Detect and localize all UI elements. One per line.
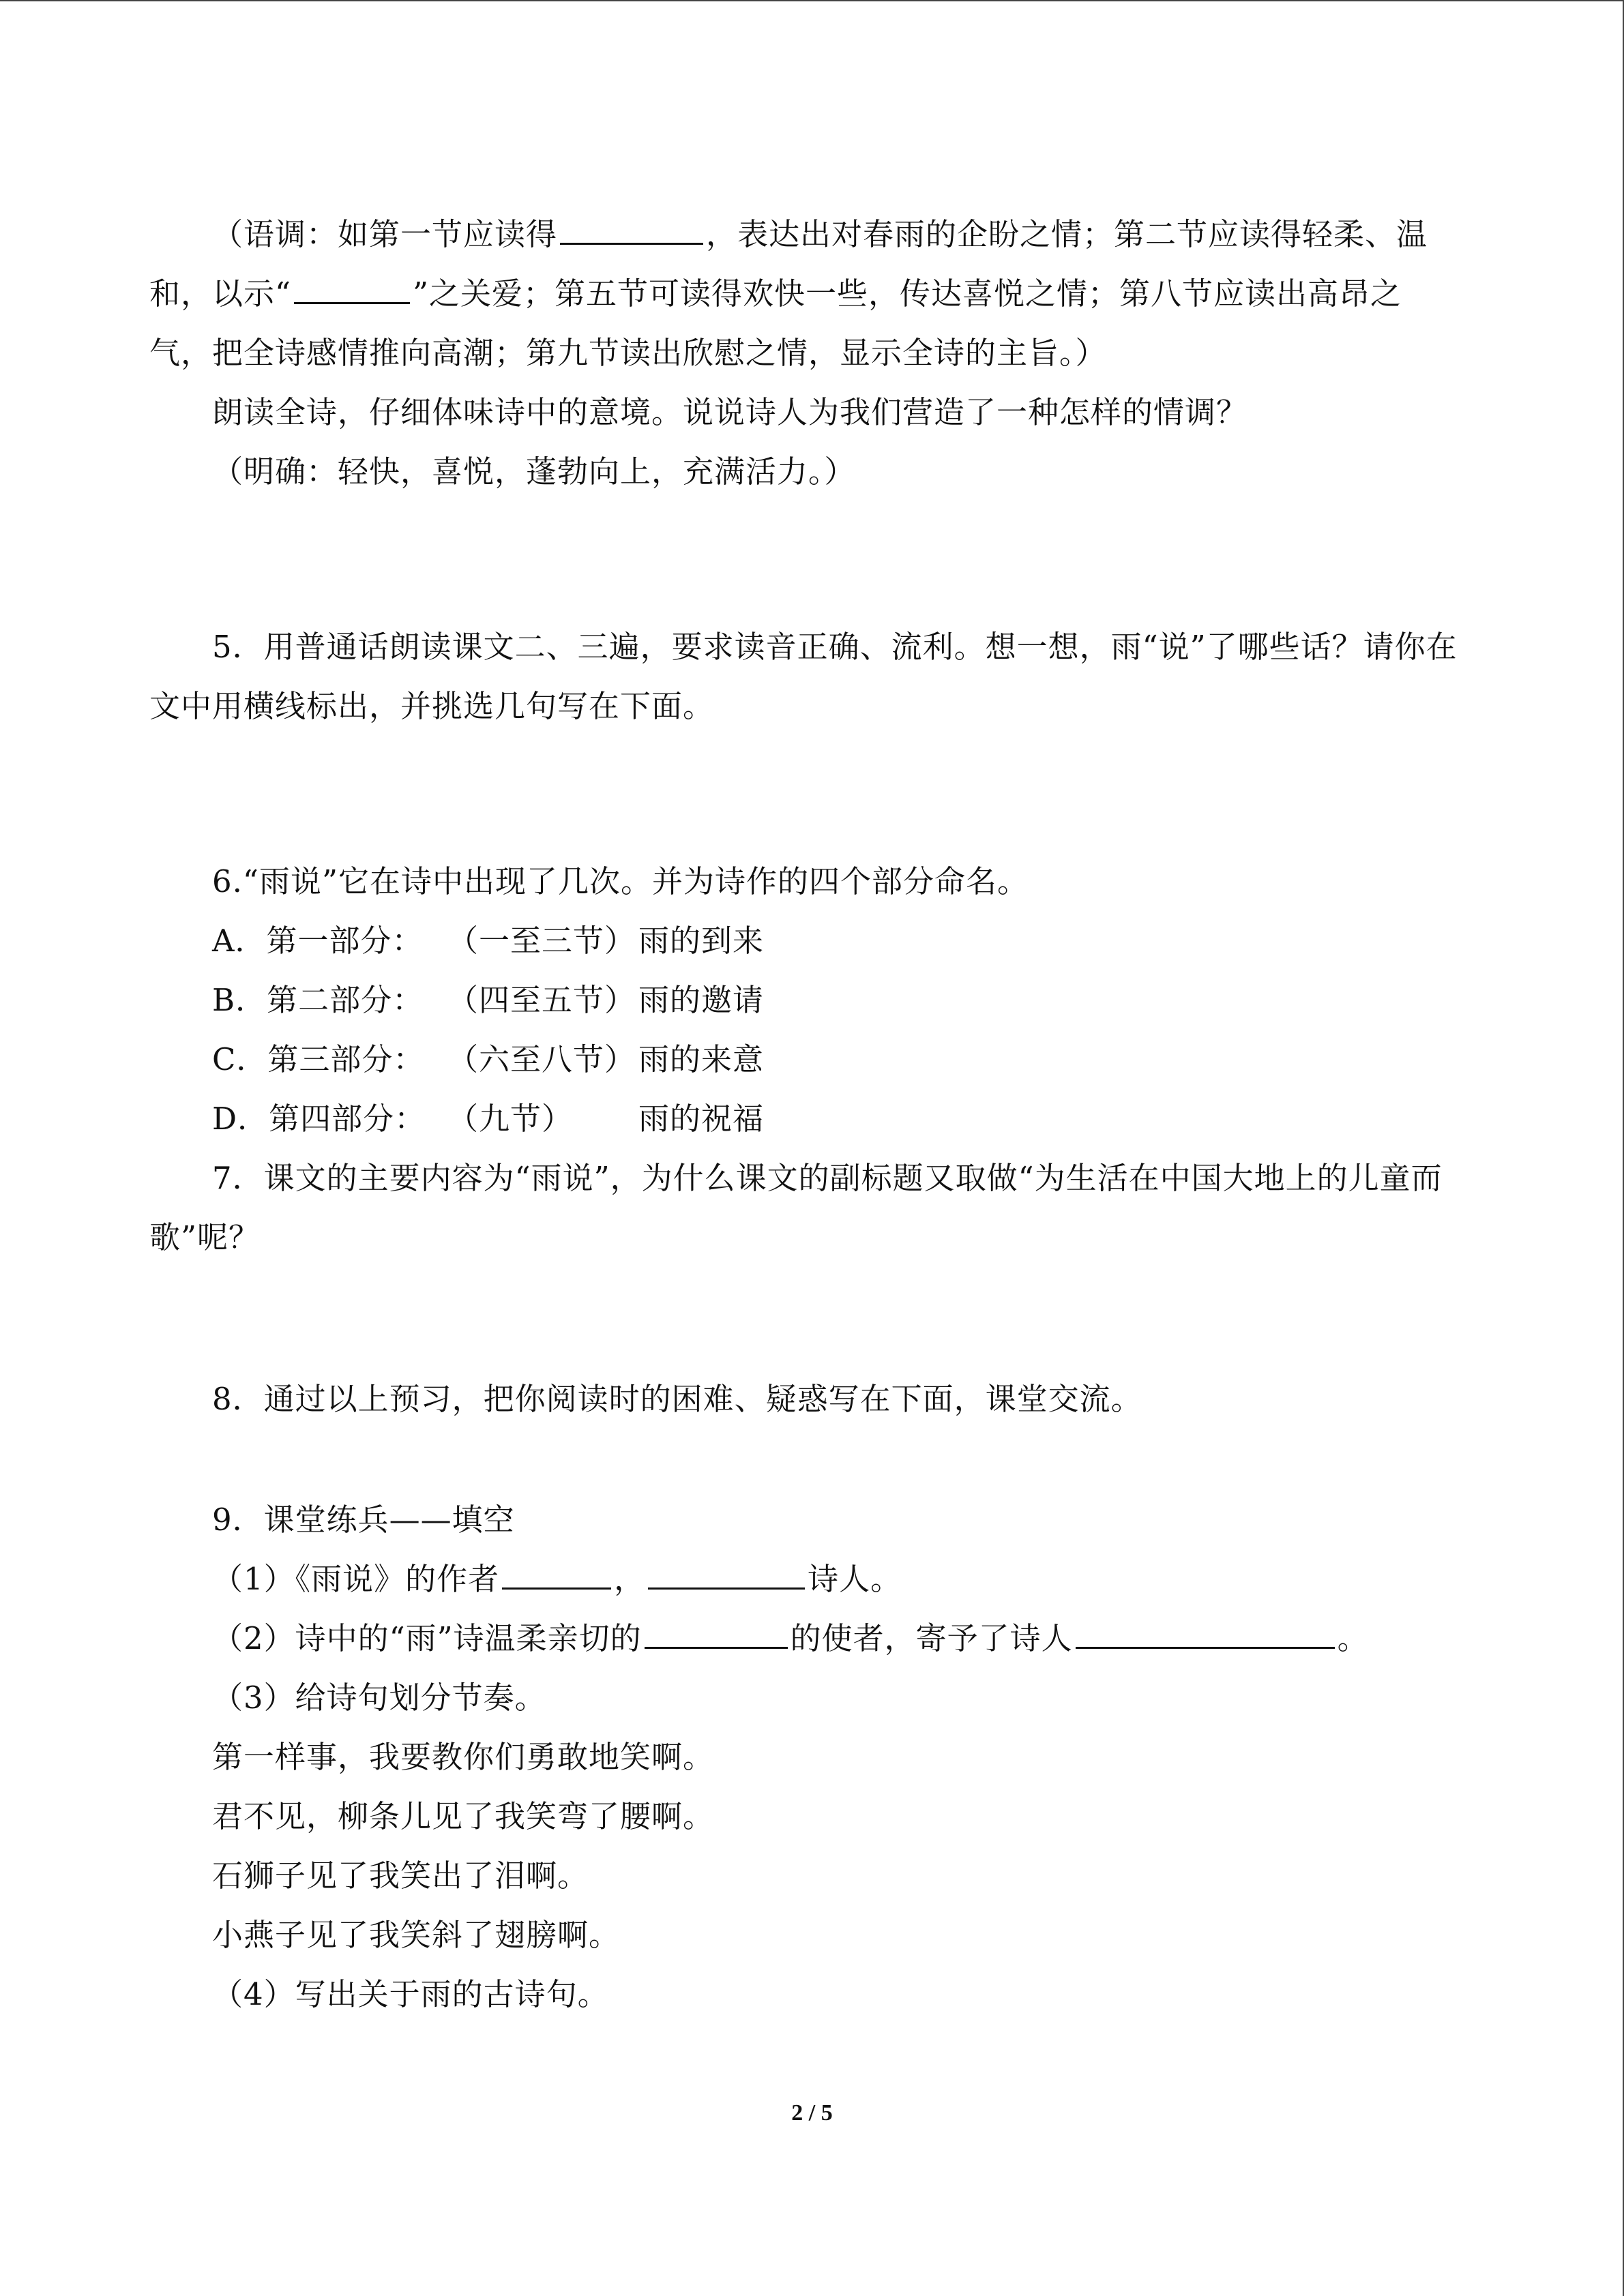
spacer [149,1267,1479,1369]
text: （语调：如第一节应读得 [212,216,558,252]
text: 和，以示“ [149,275,292,312]
text: （2）诗中的“雨”诗温柔亲切的 [212,1620,642,1656]
q9-item-1 [149,1549,1479,1609]
option-label: D．第四部分： [212,1101,426,1137]
option-range: （九节） [447,1101,574,1137]
document-body [149,205,1479,2024]
spacer [149,736,1479,852]
text: 的使者，寄予了诗人 [790,1620,1073,1656]
page-number: 2 / 5 [791,2100,833,2126]
tone-note-line-2 [149,264,1479,323]
poem-line-3: 石狮子见了我笑出了泪啊。 [212,1858,589,1894]
option-name: 雨的来意 [638,1041,765,1077]
read-question: 朗读全诗，仔细体味诗中的意境。说说诗人为我们营造了一种怎样的情调？ [212,394,1248,430]
option-b [149,970,1479,1030]
text: 。 [1337,1620,1369,1656]
fill-blank[interactable] [645,1615,788,1649]
spacer [149,1429,1479,1490]
question-7: 7．课文的主要内容为“雨说”，为什么课文的副标题又取做“为生活在中国大地上的儿童而歌”呢？ [149,1160,1443,1255]
q9-item-3: （3）给诗句划分节奏。 [212,1680,546,1716]
poem-line-4: 小燕子见了我笑斜了翅膀啊。 [212,1917,621,1953]
fill-blank[interactable] [1076,1615,1335,1649]
fill-blank[interactable] [502,1556,611,1590]
tone-note-line-1 [149,205,1479,264]
text: （1）《雨说》的作者 [212,1561,500,1597]
read-answer: （明确：轻快，喜悦，蓬勃向上，充满活力。） [212,453,856,490]
option-d [149,1089,1479,1148]
option-label: B．第二部分： [212,982,424,1018]
text: ，表达出对春雨的企盼之情；第二节应读得轻柔、温 [706,216,1428,252]
question-9-title: 9．课堂练兵——填空 [212,1502,515,1538]
option-name: 雨的到来 [638,923,765,959]
option-name: 雨的祝福 [638,1101,765,1137]
option-c [149,1030,1479,1089]
option-range: （一至三节） [447,923,636,959]
text: ， [614,1561,646,1597]
fill-blank[interactable] [294,271,410,304]
q9-item-2 [149,1609,1479,1668]
fill-blank[interactable] [648,1556,805,1590]
spacer [149,501,1479,617]
text: ”之关爱；第五节可读得欢快一些，传达喜悦之情；第八节应读出高昂之 [413,275,1402,312]
question-6: 6.“雨说”它在诗中出现了几次。并为诗作的四个部分命名。 [212,863,1029,899]
fill-blank[interactable] [560,211,703,245]
question-5: 5．用普通话朗读课文二、三遍，要求读音正确、流利。想一想，雨“说”了哪些话？请你在文中用横线标出，并挑选几句写在下面。 [149,629,1458,724]
option-range: （六至八节） [447,1041,636,1077]
text: 诗人。 [808,1561,902,1597]
question-8: 8．通过以上预习，把你阅读时的困难、疑惑写在下面，课堂交流。 [212,1381,1142,1417]
option-label: C．第三部分： [212,1041,425,1077]
tone-note-line-3: 气，把全诗感情推向高潮；第九节读出欣慰之情，显示全诗的主旨。） [149,335,1107,371]
option-a [149,911,1479,970]
option-label: A．第一部分： [212,923,424,959]
q9-item-4: （4）写出关于雨的古诗句。 [212,1976,609,2012]
poem-line-1: 第一样事，我要教你们勇敢地笑啊。 [212,1739,715,1775]
option-range: （四至五节） [447,982,636,1018]
option-name: 雨的邀请 [638,982,765,1018]
poem-line-2: 君不见，柳条儿见了我笑弯了腰啊。 [212,1798,715,1834]
